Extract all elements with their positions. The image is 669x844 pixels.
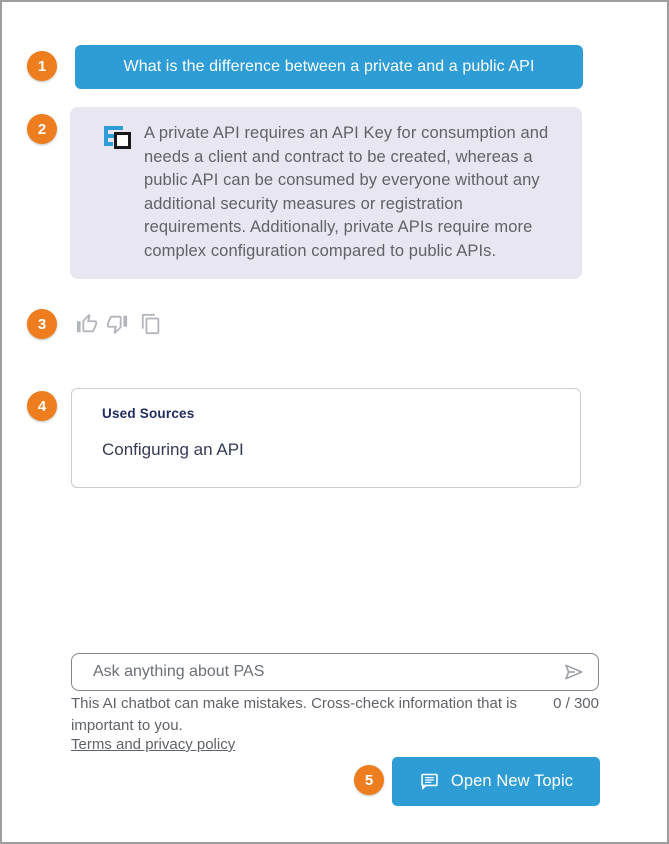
message-actions: [76, 313, 162, 335]
annotation-badge-3: 3: [27, 309, 57, 339]
used-sources-title: Used Sources: [102, 406, 195, 421]
chat-preview-icon: [103, 125, 133, 151]
user-message-bubble: [75, 45, 583, 89]
char-counter: 0 / 300: [553, 695, 599, 712]
annotation-badge-5: 5: [354, 765, 384, 795]
thumbs-up-icon: [76, 323, 98, 338]
bot-message-text: A private API requires an API Key for consumption and needs a client and contract to be created, whereas a public API can be consumed by everyone without any additional security measures or registration requirements. Additionally, private APIs require more complex configuration compared to public APIs.: [144, 124, 549, 260]
copy-icon: [140, 323, 162, 338]
annotation-badge-4: 4: [27, 391, 57, 421]
thumbs-down-icon: [106, 323, 128, 338]
source-link[interactable]: Configuring an API: [102, 440, 244, 459]
copy-button[interactable]: [140, 313, 162, 335]
user-message-text: What is the difference between a private and a public API: [123, 58, 535, 75]
annotation-badge-2: 2: [27, 114, 57, 144]
chat-input[interactable]: [93, 663, 562, 681]
thumbs-down-button[interactable]: [106, 313, 128, 335]
send-button[interactable]: [562, 660, 586, 684]
chat-composer: [71, 653, 599, 691]
thumbs-up-button[interactable]: [76, 313, 98, 335]
annotation-badge-1: 1: [27, 51, 57, 81]
open-new-topic-label: Open New Topic: [450, 772, 574, 790]
terms-privacy-link[interactable]: Terms and privacy policy: [71, 736, 236, 753]
open-new-topic-button[interactable]: [392, 757, 600, 806]
chat-bubble-lines-icon: [419, 771, 440, 792]
disclaimer-row: [71, 693, 599, 737]
bot-message-bubble: [70, 107, 582, 279]
send-icon: [562, 672, 586, 687]
disclaimer-text: This AI chatbot can make mistakes. Cross-check information that is important to you.: [71, 695, 518, 734]
used-sources-card: [71, 388, 581, 488]
